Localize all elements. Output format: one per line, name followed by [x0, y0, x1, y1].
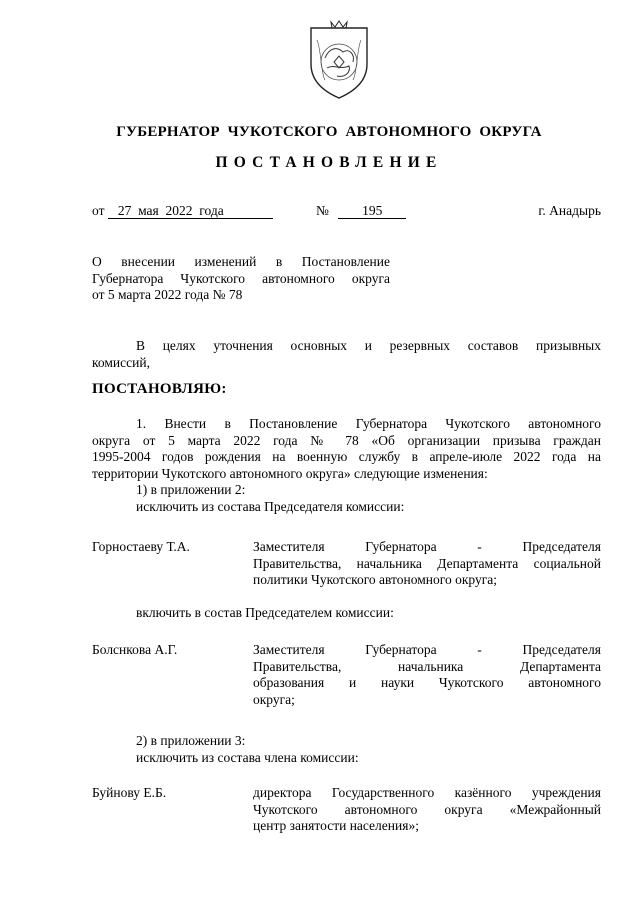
number-row	[316, 203, 406, 220]
item-1: 1) в приложении 2:	[136, 482, 246, 497]
decree-date: 27 мая 2022 года	[108, 204, 273, 219]
decree-heading: ПОСТАНОВЛЕНИЕ	[215, 154, 443, 171]
position-line: Правительства, начальника Департамента	[253, 658, 601, 674]
paragraph-line: округа от 5 марта 2022 года № 78 «Об организации призыва граждан	[92, 432, 601, 448]
item-2: 2) в приложении 3:	[136, 733, 246, 748]
position-line: Заместителя Губернатора - Председателя	[253, 539, 601, 554]
subject-line: О внесении изменений в Постановление	[92, 254, 390, 269]
paragraph-line: 1995-2004 годов рождения на военную службу в апреле-июле 2022 года на	[92, 449, 601, 464]
governor-title: ГУБЕРНАТОР ЧУКОТСКОГО АВТОНОМНОГО ОКРУГА	[116, 124, 542, 140]
subject-line: Губернатора Чукотского автономного округа	[92, 270, 390, 286]
subject-line: от 5 марта 2022 года № 78	[92, 287, 243, 302]
from-label: от	[92, 203, 105, 218]
date-row	[92, 203, 273, 220]
coat-of-arms-emblem	[303, 18, 375, 100]
preamble-line: комиссий,	[92, 354, 150, 370]
preamble	[92, 338, 601, 371]
position-line: округа;	[253, 691, 295, 707]
paragraph-line: территории Чукотского автономного округа» следующие изменения:	[92, 465, 488, 481]
resolve-heading: ПОСТАНОВЛЯЮ:	[92, 381, 227, 397]
subject-block	[92, 254, 390, 304]
person-1-name: Горностаеву Т.А.	[92, 539, 190, 554]
person-3-position	[253, 785, 601, 835]
position-line: Правительства, начальника Департамента социальной	[253, 555, 601, 571]
decree-number: 195	[338, 204, 406, 219]
person-1-position	[253, 539, 601, 589]
position-line: центр занятости населения»;	[253, 818, 419, 833]
position-line: директора Государственного казённого учреждения	[253, 785, 601, 800]
paragraph-1	[92, 416, 601, 515]
position-line: образования и науки Чукотского автономного	[253, 675, 601, 690]
item-2-exclude: исключить из состава члена комиссии:	[136, 750, 359, 765]
preamble-line: В целях уточнения основных и резервных составов призывных	[136, 338, 601, 353]
position-line: Заместителя Губернатора - Председателя	[253, 642, 601, 657]
position-line: политики Чукотского автономного округа;	[253, 572, 497, 587]
person-2-position	[253, 642, 601, 708]
person-2-name: Болснкова А.Г.	[92, 642, 178, 657]
city: г. Анадырь	[538, 203, 601, 218]
number-label: №	[316, 203, 329, 218]
position-line: Чукотского автономного округа «Межрайонный	[253, 801, 601, 817]
item-1-include: включить в состав Председателем комиссии:	[136, 605, 394, 620]
person-3-name: Буйнову Е.Б.	[92, 785, 167, 800]
paragraph-line: 1. Внести в Постановление Губернатора Чукотского автономного	[136, 416, 601, 431]
item-1-exclude: исключить из состава Председателя комиссии:	[136, 498, 405, 514]
